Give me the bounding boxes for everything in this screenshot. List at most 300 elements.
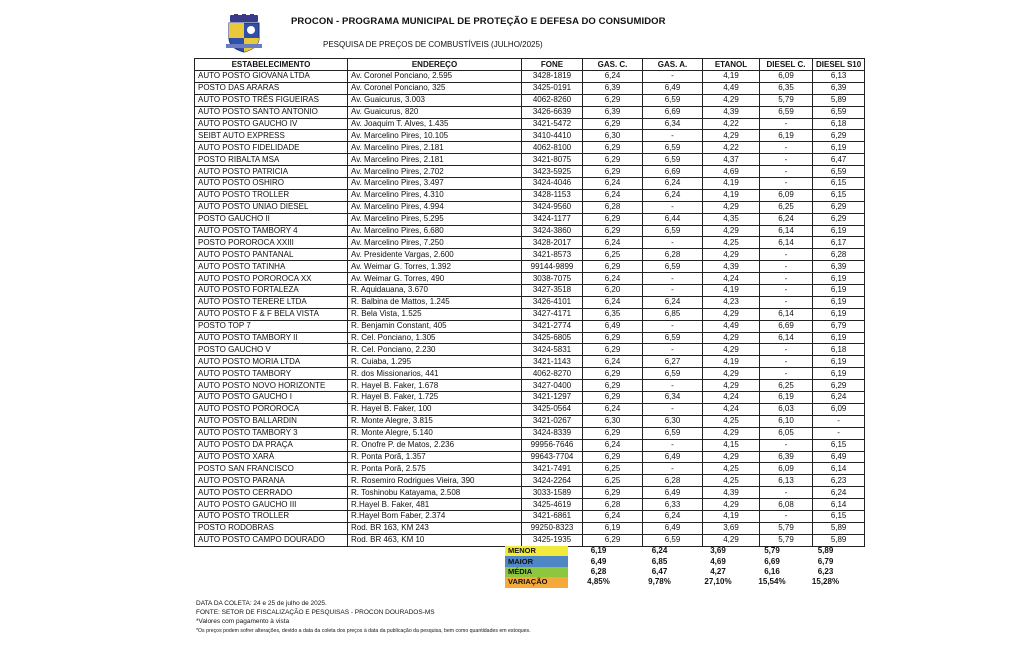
phone-cell: 3424-1177	[522, 213, 583, 225]
gas-comum-cell: 6,24	[583, 273, 643, 285]
gas-aditivada-cell: 6,59	[643, 94, 703, 106]
summary-value: 6,79	[817, 556, 834, 566]
col-header-gas-comum: GAS. C.	[583, 59, 643, 71]
etanol-cell: 4,29	[703, 225, 760, 237]
gas-comum-cell: 6,39	[583, 106, 643, 118]
gas-aditivada-cell: 6,28	[643, 249, 703, 261]
table-row	[195, 118, 865, 130]
address-cell: Av. Coronel Ponciano, 2.595	[348, 71, 522, 83]
gas-aditivada-cell: -	[643, 201, 703, 213]
diesel-comum-cell: 6,14	[760, 225, 813, 237]
diesel-s10-cell: 5,89	[813, 522, 865, 534]
diesel-comum-cell: 6,09	[760, 463, 813, 475]
etanol-cell: 4,49	[703, 320, 760, 332]
gas-comum-cell: 6,29	[583, 261, 643, 273]
diesel-s10-cell: 6,19	[813, 332, 865, 344]
etanol-cell: 4,29	[703, 451, 760, 463]
phone-cell: 99250-8323	[522, 522, 583, 534]
gas-comum-cell: 6,29	[583, 154, 643, 166]
diesel-comum-cell: 6,08	[760, 499, 813, 511]
gas-comum-cell: 6,29	[583, 166, 643, 178]
address-cell: Av. Marcelino Pires, 2.702	[348, 166, 522, 178]
table-row	[195, 427, 865, 439]
table-row	[195, 130, 865, 142]
address-cell: Av. Marcelino Pires, 5.295	[348, 213, 522, 225]
gas-comum-cell: 6,29	[583, 427, 643, 439]
summary-row	[505, 577, 853, 587]
summary-value: 3,69	[710, 546, 726, 556]
gas-aditivada-cell: 6,34	[643, 392, 703, 404]
diesel-comum-cell: 5,79	[760, 522, 813, 534]
phone-cell: 3425-0191	[522, 82, 583, 94]
gas-aditivada-cell: 6,69	[643, 166, 703, 178]
table-row	[195, 142, 865, 154]
diesel-s10-cell: 6,59	[813, 166, 865, 178]
phone-cell: 3425-4619	[522, 499, 583, 511]
phone-cell: 3421-1297	[522, 392, 583, 404]
gas-comum-cell: 6,39	[583, 82, 643, 94]
gas-aditivada-cell: 6,59	[643, 368, 703, 380]
etanol-cell: 4,35	[703, 213, 760, 225]
establishment-cell: POSTO POROROCA XXIII	[195, 237, 348, 249]
establishment-cell: POSTO SAN FRANCISCO	[195, 463, 348, 475]
diesel-comum-cell: 6,35	[760, 82, 813, 94]
diesel-comum-cell: 6,19	[760, 130, 813, 142]
etanol-cell: 4,25	[703, 237, 760, 249]
diesel-comum-cell: -	[760, 249, 813, 261]
gas-comum-cell: 6,29	[583, 213, 643, 225]
address-cell: Rod. BR 163, KM 243	[348, 522, 522, 534]
col-header-diesel-comum: DIESEL C.	[760, 59, 813, 71]
diesel-comum-cell: 6,25	[760, 201, 813, 213]
table-row	[195, 94, 865, 106]
etanol-cell: 4,22	[703, 118, 760, 130]
etanol-cell: 4,19	[703, 356, 760, 368]
gas-aditivada-cell: -	[643, 320, 703, 332]
address-cell: R. Benjamin Constant, 405	[348, 320, 522, 332]
etanol-cell: 4,19	[703, 189, 760, 201]
gas-comum-cell: 6,29	[583, 332, 643, 344]
address-cell: R. Monte Alegre, 5.140	[348, 427, 522, 439]
diesel-s10-cell: 6,39	[813, 261, 865, 273]
diesel-s10-cell: 6,18	[813, 344, 865, 356]
source-note: FONTE: SETOR DE FISCALIZAÇÃO E PESQUISAS - PROCON DOURADOS-MS	[196, 609, 435, 617]
gas-comum-cell: 6,25	[583, 249, 643, 261]
gas-aditivada-cell: -	[643, 439, 703, 451]
table-row	[195, 166, 865, 178]
gas-comum-cell: 6,28	[583, 499, 643, 511]
diesel-comum-cell: -	[760, 368, 813, 380]
etanol-cell: 4,29	[703, 249, 760, 261]
address-cell: R. Ponta Porã, 1.357	[348, 451, 522, 463]
gas-aditivada-cell: -	[643, 237, 703, 249]
etanol-cell: 4,19	[703, 178, 760, 190]
etanol-cell: 4,69	[703, 166, 760, 178]
summary-value: 6,69	[764, 556, 780, 566]
table-row	[195, 487, 865, 499]
diesel-comum-cell: 6,39	[760, 451, 813, 463]
gas-aditivada-cell: 6,24	[643, 510, 703, 522]
table-row	[195, 451, 865, 463]
gas-comum-cell: 6,25	[583, 463, 643, 475]
phone-cell: 99144-9899	[522, 261, 583, 273]
diesel-s10-cell: 6,59	[813, 106, 865, 118]
phone-cell: 3421-8075	[522, 154, 583, 166]
address-cell: Rod. BR 463, KM 10	[348, 534, 522, 546]
phone-cell: 3424-4046	[522, 178, 583, 190]
etanol-cell: 4,29	[703, 427, 760, 439]
table-row	[195, 392, 865, 404]
gas-comum-cell: 6,49	[583, 320, 643, 332]
diesel-comum-cell: 6,13	[760, 475, 813, 487]
summary-row	[505, 546, 853, 556]
diesel-comum-cell: 6,14	[760, 308, 813, 320]
diesel-s10-cell: 6,28	[813, 249, 865, 261]
collection-date-note: DATA DA COLETA: 24 e 25 de julho de 2025.	[196, 600, 327, 607]
diesel-comum-cell: -	[760, 166, 813, 178]
diesel-s10-cell: 6,19	[813, 285, 865, 297]
establishment-cell: AUTO POSTO FIDELIDADE	[195, 142, 348, 154]
establishment-cell: AUTO POSTO TAMBORY 4	[195, 225, 348, 237]
col-header-gas-aditivada: GAS. A.	[643, 59, 703, 71]
table-row	[195, 249, 865, 261]
address-cell: Av. Marcelino Pires, 10.105	[348, 130, 522, 142]
diesel-s10-cell: 6,15	[813, 189, 865, 201]
table-body	[195, 71, 865, 547]
col-header-endereco: ENDEREÇO	[348, 59, 522, 71]
gas-aditivada-cell: -	[643, 71, 703, 83]
gas-comum-cell: 6,29	[583, 344, 643, 356]
diesel-s10-cell: 5,89	[813, 534, 865, 546]
etanol-cell: 4,39	[703, 487, 760, 499]
phone-cell: 3427-3518	[522, 285, 583, 297]
etanol-cell: 4,39	[703, 261, 760, 273]
diesel-s10-cell: 6,19	[813, 225, 865, 237]
phone-cell: 3424-5831	[522, 344, 583, 356]
etanol-cell: 4,24	[703, 392, 760, 404]
etanol-cell: 4,24	[703, 403, 760, 415]
address-cell: R. Monte Alegre, 3.815	[348, 415, 522, 427]
table-row	[195, 344, 865, 356]
phone-cell: 3428-1153	[522, 189, 583, 201]
address-cell: R.Hayel Bom Faber, 2.374	[348, 510, 522, 522]
gas-comum-cell: 6,29	[583, 142, 643, 154]
gas-aditivada-cell: 6,69	[643, 106, 703, 118]
gas-comum-cell: 6,24	[583, 71, 643, 83]
summary-body	[505, 546, 853, 588]
diesel-comum-cell: -	[760, 344, 813, 356]
table-row	[195, 225, 865, 237]
etanol-cell: 4,29	[703, 201, 760, 213]
gas-comum-cell: 6,29	[583, 487, 643, 499]
gas-aditivada-cell: 6,59	[643, 225, 703, 237]
summary-value: 6,85	[651, 556, 668, 566]
gas-aditivada-cell: 6,44	[643, 213, 703, 225]
table-row	[195, 368, 865, 380]
gas-comum-cell: 6,29	[583, 225, 643, 237]
summary-label: VARIAÇÃO	[505, 577, 568, 587]
gas-aditivada-cell: -	[643, 285, 703, 297]
summary-value: 6,19	[590, 546, 607, 556]
etanol-cell: 4,24	[703, 273, 760, 285]
col-header-etanol: ETANOL	[703, 59, 760, 71]
table-row	[195, 178, 865, 190]
diesel-comum-cell: -	[760, 510, 813, 522]
phone-cell: 3421-6861	[522, 510, 583, 522]
gas-comum-cell: 6,29	[583, 380, 643, 392]
summary-row	[505, 567, 853, 577]
establishment-cell: AUTO POSTO TRÊS FIGUEIRAS	[195, 94, 348, 106]
summary-label: MENOR	[505, 546, 568, 556]
establishment-cell: AUTO POSTO BALLARDIN	[195, 415, 348, 427]
table-row	[195, 356, 865, 368]
table-row	[195, 308, 865, 320]
diesel-s10-cell: 6,29	[813, 213, 865, 225]
establishment-cell: AUTO POSTO XARÁ	[195, 451, 348, 463]
diesel-s10-cell: 6,15	[813, 178, 865, 190]
gas-comum-cell: 6,28	[583, 201, 643, 213]
diesel-comum-cell: 6,05	[760, 427, 813, 439]
summary-value: 6,28	[590, 566, 607, 576]
establishment-cell: AUTO POSTO TATINHA	[195, 261, 348, 273]
footnotes	[196, 599, 531, 636]
phone-cell: 3425-6805	[522, 332, 583, 344]
phone-cell: 3421-2774	[522, 320, 583, 332]
gas-aditivada-cell: -	[643, 344, 703, 356]
diesel-s10-cell: 6,14	[813, 463, 865, 475]
address-cell: Av. Joaquim T. Alves, 1.435	[348, 118, 522, 130]
table-row	[195, 273, 865, 285]
phone-cell: 4062-8260	[522, 94, 583, 106]
gas-aditivada-cell: 6,49	[643, 487, 703, 499]
gas-comum-cell: 6,29	[583, 94, 643, 106]
gas-aditivada-cell: 6,59	[643, 261, 703, 273]
etanol-cell: 4,25	[703, 415, 760, 427]
establishment-cell: AUTO POSTO TAMBORY II	[195, 332, 348, 344]
diesel-s10-cell: 6,19	[813, 296, 865, 308]
phone-cell: 3428-1819	[522, 71, 583, 83]
address-cell: R. Toshinobu Katayama, 2.508	[348, 487, 522, 499]
diesel-comum-cell: 6,09	[760, 189, 813, 201]
diesel-comum-cell: 6,59	[760, 106, 813, 118]
etanol-cell: 4,23	[703, 296, 760, 308]
phone-cell: 3410-4410	[522, 130, 583, 142]
diesel-s10-cell: -	[813, 427, 865, 439]
etanol-cell: 4,29	[703, 344, 760, 356]
table-row	[195, 285, 865, 297]
col-header-estabelecimento: ESTABELECIMENTO	[195, 59, 348, 71]
summary-row	[505, 556, 853, 566]
establishment-cell: AUTO POSTO GAUCHO I	[195, 392, 348, 404]
disclaimer-note: *Os preços podem sofrer alterações, devido a data da coleta dos preços à data da publicação da pesquisa, bem como quantidades em estoques.	[196, 627, 531, 634]
gas-comum-cell: 6,24	[583, 189, 643, 201]
summary-value: 6,16	[764, 566, 780, 576]
address-cell: Av. Marcelino Pires, 2.181	[348, 154, 522, 166]
establishment-cell: AUTO POSTO OSHIRO	[195, 178, 348, 190]
diesel-s10-cell: 6,15	[813, 439, 865, 451]
gas-comum-cell: 6,35	[583, 308, 643, 320]
diesel-comum-cell: 5,79	[760, 534, 813, 546]
table-row	[195, 415, 865, 427]
gas-comum-cell: 6,29	[583, 534, 643, 546]
phone-cell: 3425-1935	[522, 534, 583, 546]
table-row	[195, 320, 865, 332]
diesel-s10-cell: 6,29	[813, 130, 865, 142]
gas-comum-cell: 6,30	[583, 415, 643, 427]
establishment-cell: AUTO POSTO F & F BELA VISTA	[195, 308, 348, 320]
summary-value: 6,23	[817, 566, 834, 576]
phone-cell: 3421-0267	[522, 415, 583, 427]
address-cell: R. Ponta Porã, 2.575	[348, 463, 522, 475]
table-row	[195, 403, 865, 415]
diesel-comum-cell: -	[760, 487, 813, 499]
phone-cell: 3421-5472	[522, 118, 583, 130]
address-cell: Av. Guaicurus, 3.003	[348, 94, 522, 106]
etanol-cell: 4,29	[703, 308, 760, 320]
phone-cell: 4062-8100	[522, 142, 583, 154]
gas-aditivada-cell: 6,59	[643, 534, 703, 546]
phone-cell: 3424-8339	[522, 427, 583, 439]
establishment-cell: POSTO TOP 7	[195, 320, 348, 332]
diesel-comum-cell: 6,25	[760, 380, 813, 392]
establishment-cell: POSTO GAUCHO V	[195, 344, 348, 356]
diesel-comum-cell: -	[760, 154, 813, 166]
summary-value: 6,47	[651, 566, 668, 576]
gas-aditivada-cell: -	[643, 130, 703, 142]
coat-of-arms-logo	[226, 14, 262, 54]
diesel-s10-cell: 6,15	[813, 510, 865, 522]
phone-cell: 3427-4171	[522, 308, 583, 320]
diesel-s10-cell: 6,29	[813, 380, 865, 392]
diesel-s10-cell: 6,39	[813, 82, 865, 94]
phone-cell: 3426-4101	[522, 296, 583, 308]
establishment-cell: POSTO RODOBRAS	[195, 522, 348, 534]
establishment-cell: POSTO RIBALTA MSA	[195, 154, 348, 166]
phone-cell: 3427-0400	[522, 380, 583, 392]
etanol-cell: 4,29	[703, 499, 760, 511]
diesel-comum-cell: -	[760, 261, 813, 273]
phone-cell: 3426-6639	[522, 106, 583, 118]
diesel-comum-cell: 6,24	[760, 213, 813, 225]
gas-comum-cell: 6,24	[583, 178, 643, 190]
diesel-comum-cell: 6,19	[760, 392, 813, 404]
establishment-cell: AUTO POSTO MORIA LTDA	[195, 356, 348, 368]
establishment-cell: AUTO POSTO CAMPO DOURADO	[195, 534, 348, 546]
diesel-s10-cell: 6,23	[813, 475, 865, 487]
diesel-comum-cell: 6,10	[760, 415, 813, 427]
address-cell: Av. Guaicurus, 820	[348, 106, 522, 118]
gas-aditivada-cell: 6,59	[643, 332, 703, 344]
summary-value: 4,85%	[587, 577, 610, 587]
diesel-s10-cell: 6,17	[813, 237, 865, 249]
diesel-s10-cell: 6,19	[813, 142, 865, 154]
address-cell: R. Cel. Ponciano, 1.305	[348, 332, 522, 344]
etanol-cell: 4,19	[703, 510, 760, 522]
diesel-comum-cell: -	[760, 285, 813, 297]
gas-aditivada-cell: 6,30	[643, 415, 703, 427]
establishment-cell: AUTO POSTO PARANA	[195, 475, 348, 487]
gas-comum-cell: 6,24	[583, 237, 643, 249]
gas-comum-cell: 6,29	[583, 392, 643, 404]
diesel-s10-cell: 6,19	[813, 273, 865, 285]
diesel-comum-cell: -	[760, 273, 813, 285]
address-cell: R. Cel. Ponciano, 2.230	[348, 344, 522, 356]
gas-aditivada-cell: 6,85	[643, 308, 703, 320]
address-cell: Av. Marcelino Pires, 6.680	[348, 225, 522, 237]
etanol-cell: 3,69	[703, 522, 760, 534]
gas-aditivada-cell: 6,49	[643, 82, 703, 94]
summary-value: 5,79	[764, 546, 780, 556]
gas-aditivada-cell: 6,49	[643, 522, 703, 534]
establishment-cell: AUTO POSTO PANTANAL	[195, 249, 348, 261]
phone-cell: 99643-7704	[522, 451, 583, 463]
phone-cell: 3424-3860	[522, 225, 583, 237]
table-row	[195, 439, 865, 451]
gas-comum-cell: 6,25	[583, 475, 643, 487]
phone-cell: 3038-7075	[522, 273, 583, 285]
gas-comum-cell: 6,29	[583, 368, 643, 380]
etanol-cell: 4,29	[703, 94, 760, 106]
establishment-cell: AUTO POSTO POROROCA XX	[195, 273, 348, 285]
address-cell: R. Hayel B. Faker, 100	[348, 403, 522, 415]
col-header-fone: FONE	[522, 59, 583, 71]
establishment-cell: AUTO POSTO POROROCA	[195, 403, 348, 415]
diesel-comum-cell: 6,14	[760, 332, 813, 344]
phone-cell: 3425-0564	[522, 403, 583, 415]
establishment-cell: AUTO POSTO DA PRAÇA	[195, 439, 348, 451]
summary-value: 15,54%	[758, 577, 786, 587]
phone-cell: 4062-8270	[522, 368, 583, 380]
cash-payment-note: *Valores com pagamento à vista	[196, 618, 290, 626]
diesel-s10-cell: 6,47	[813, 154, 865, 166]
phone-cell: 3421-1143	[522, 356, 583, 368]
establishment-cell: AUTO POSTO UNIAO DIESEL	[195, 201, 348, 213]
establishment-cell: AUTO POSTO TAMBORY	[195, 368, 348, 380]
gas-aditivada-cell: 6,27	[643, 356, 703, 368]
diesel-comum-cell: 5,79	[760, 94, 813, 106]
diesel-s10-cell: 6,19	[813, 356, 865, 368]
address-cell: R.Hayel B. Faker, 481	[348, 499, 522, 511]
gas-comum-cell: 6,30	[583, 130, 643, 142]
summary-value: 6,49	[590, 556, 607, 566]
diesel-s10-cell: 6,29	[813, 201, 865, 213]
gas-aditivada-cell: 6,59	[643, 142, 703, 154]
table-row	[195, 82, 865, 94]
etanol-cell: 4,39	[703, 106, 760, 118]
table-row	[195, 201, 865, 213]
address-cell: Av. Marcelino Pires, 7.250	[348, 237, 522, 249]
establishment-cell: AUTO POSTO PATRICIA	[195, 166, 348, 178]
summary-value: 27,10%	[704, 577, 732, 587]
address-cell: R. Cuiaba, 1.295	[348, 356, 522, 368]
diesel-s10-cell: 6,49	[813, 451, 865, 463]
gas-comum-cell: 6,29	[583, 118, 643, 130]
etanol-cell: 4,25	[703, 463, 760, 475]
page-title: PROCON - PROGRAMA MUNICIPAL DE PROTEÇÃO E DEFESA DO CONSUMIDOR	[291, 16, 666, 27]
diesel-comum-cell: -	[760, 142, 813, 154]
etanol-cell: 4,15	[703, 439, 760, 451]
establishment-cell: AUTO POSTO CERRADO	[195, 487, 348, 499]
gas-aditivada-cell: -	[643, 403, 703, 415]
phone-cell: 3428-2017	[522, 237, 583, 249]
address-cell: R. Hayel B. Faker, 1.725	[348, 392, 522, 404]
address-cell: R. Balbina de Mattos, 1.245	[348, 296, 522, 308]
phone-cell: 3424-2264	[522, 475, 583, 487]
table-row	[195, 510, 865, 522]
summary-value: 4,69	[710, 556, 726, 566]
diesel-s10-cell: 5,89	[813, 94, 865, 106]
etanol-cell: 4,29	[703, 130, 760, 142]
